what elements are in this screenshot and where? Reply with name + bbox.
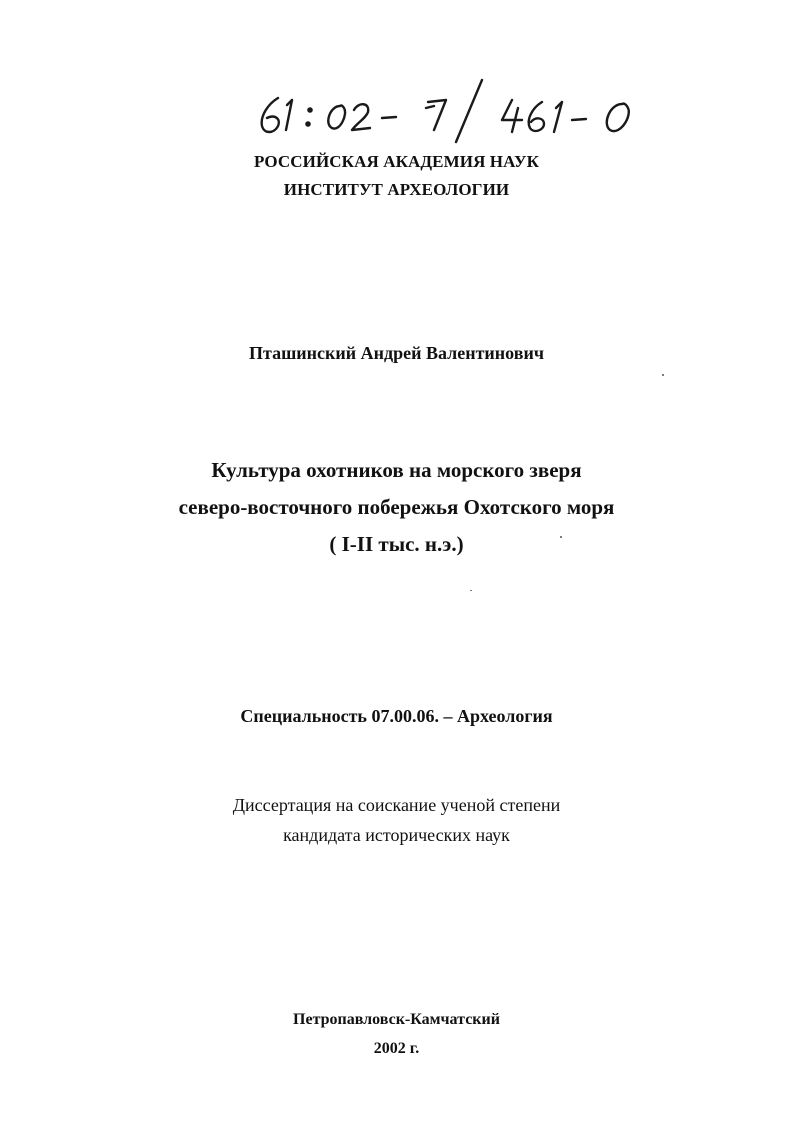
author-name: Пташинский Андрей Валентинович (249, 343, 544, 363)
scan-speck (662, 374, 664, 376)
scan-speck (560, 536, 562, 538)
title-line-1: Культура охотников на морского зверя (211, 458, 582, 482)
place-of-publication: Петропавловск-Камчатский (293, 1011, 500, 1028)
academy-name: РОССИЙСКАЯ АКАДЕМИЯ НАУК (253, 152, 540, 171)
specialty: Специальность 07.00.06. – Археология (240, 706, 553, 726)
degree-line-1: Диссертация на соискание ученой степени (232, 795, 561, 815)
degree-line-2: кандидата исторических наук (283, 825, 510, 845)
title-line-3: ( I-II тыс. н.э.) (329, 532, 464, 556)
scan-speck (470, 590, 472, 591)
title-line-2: северо-восточного побережья Охотского моря (178, 495, 615, 519)
year-of-publication: 2002 г. (373, 1040, 420, 1057)
handwritten-registration-number (250, 70, 690, 150)
institute-name: ИНСТИТУТ АРХЕОЛОГИИ (283, 180, 510, 199)
